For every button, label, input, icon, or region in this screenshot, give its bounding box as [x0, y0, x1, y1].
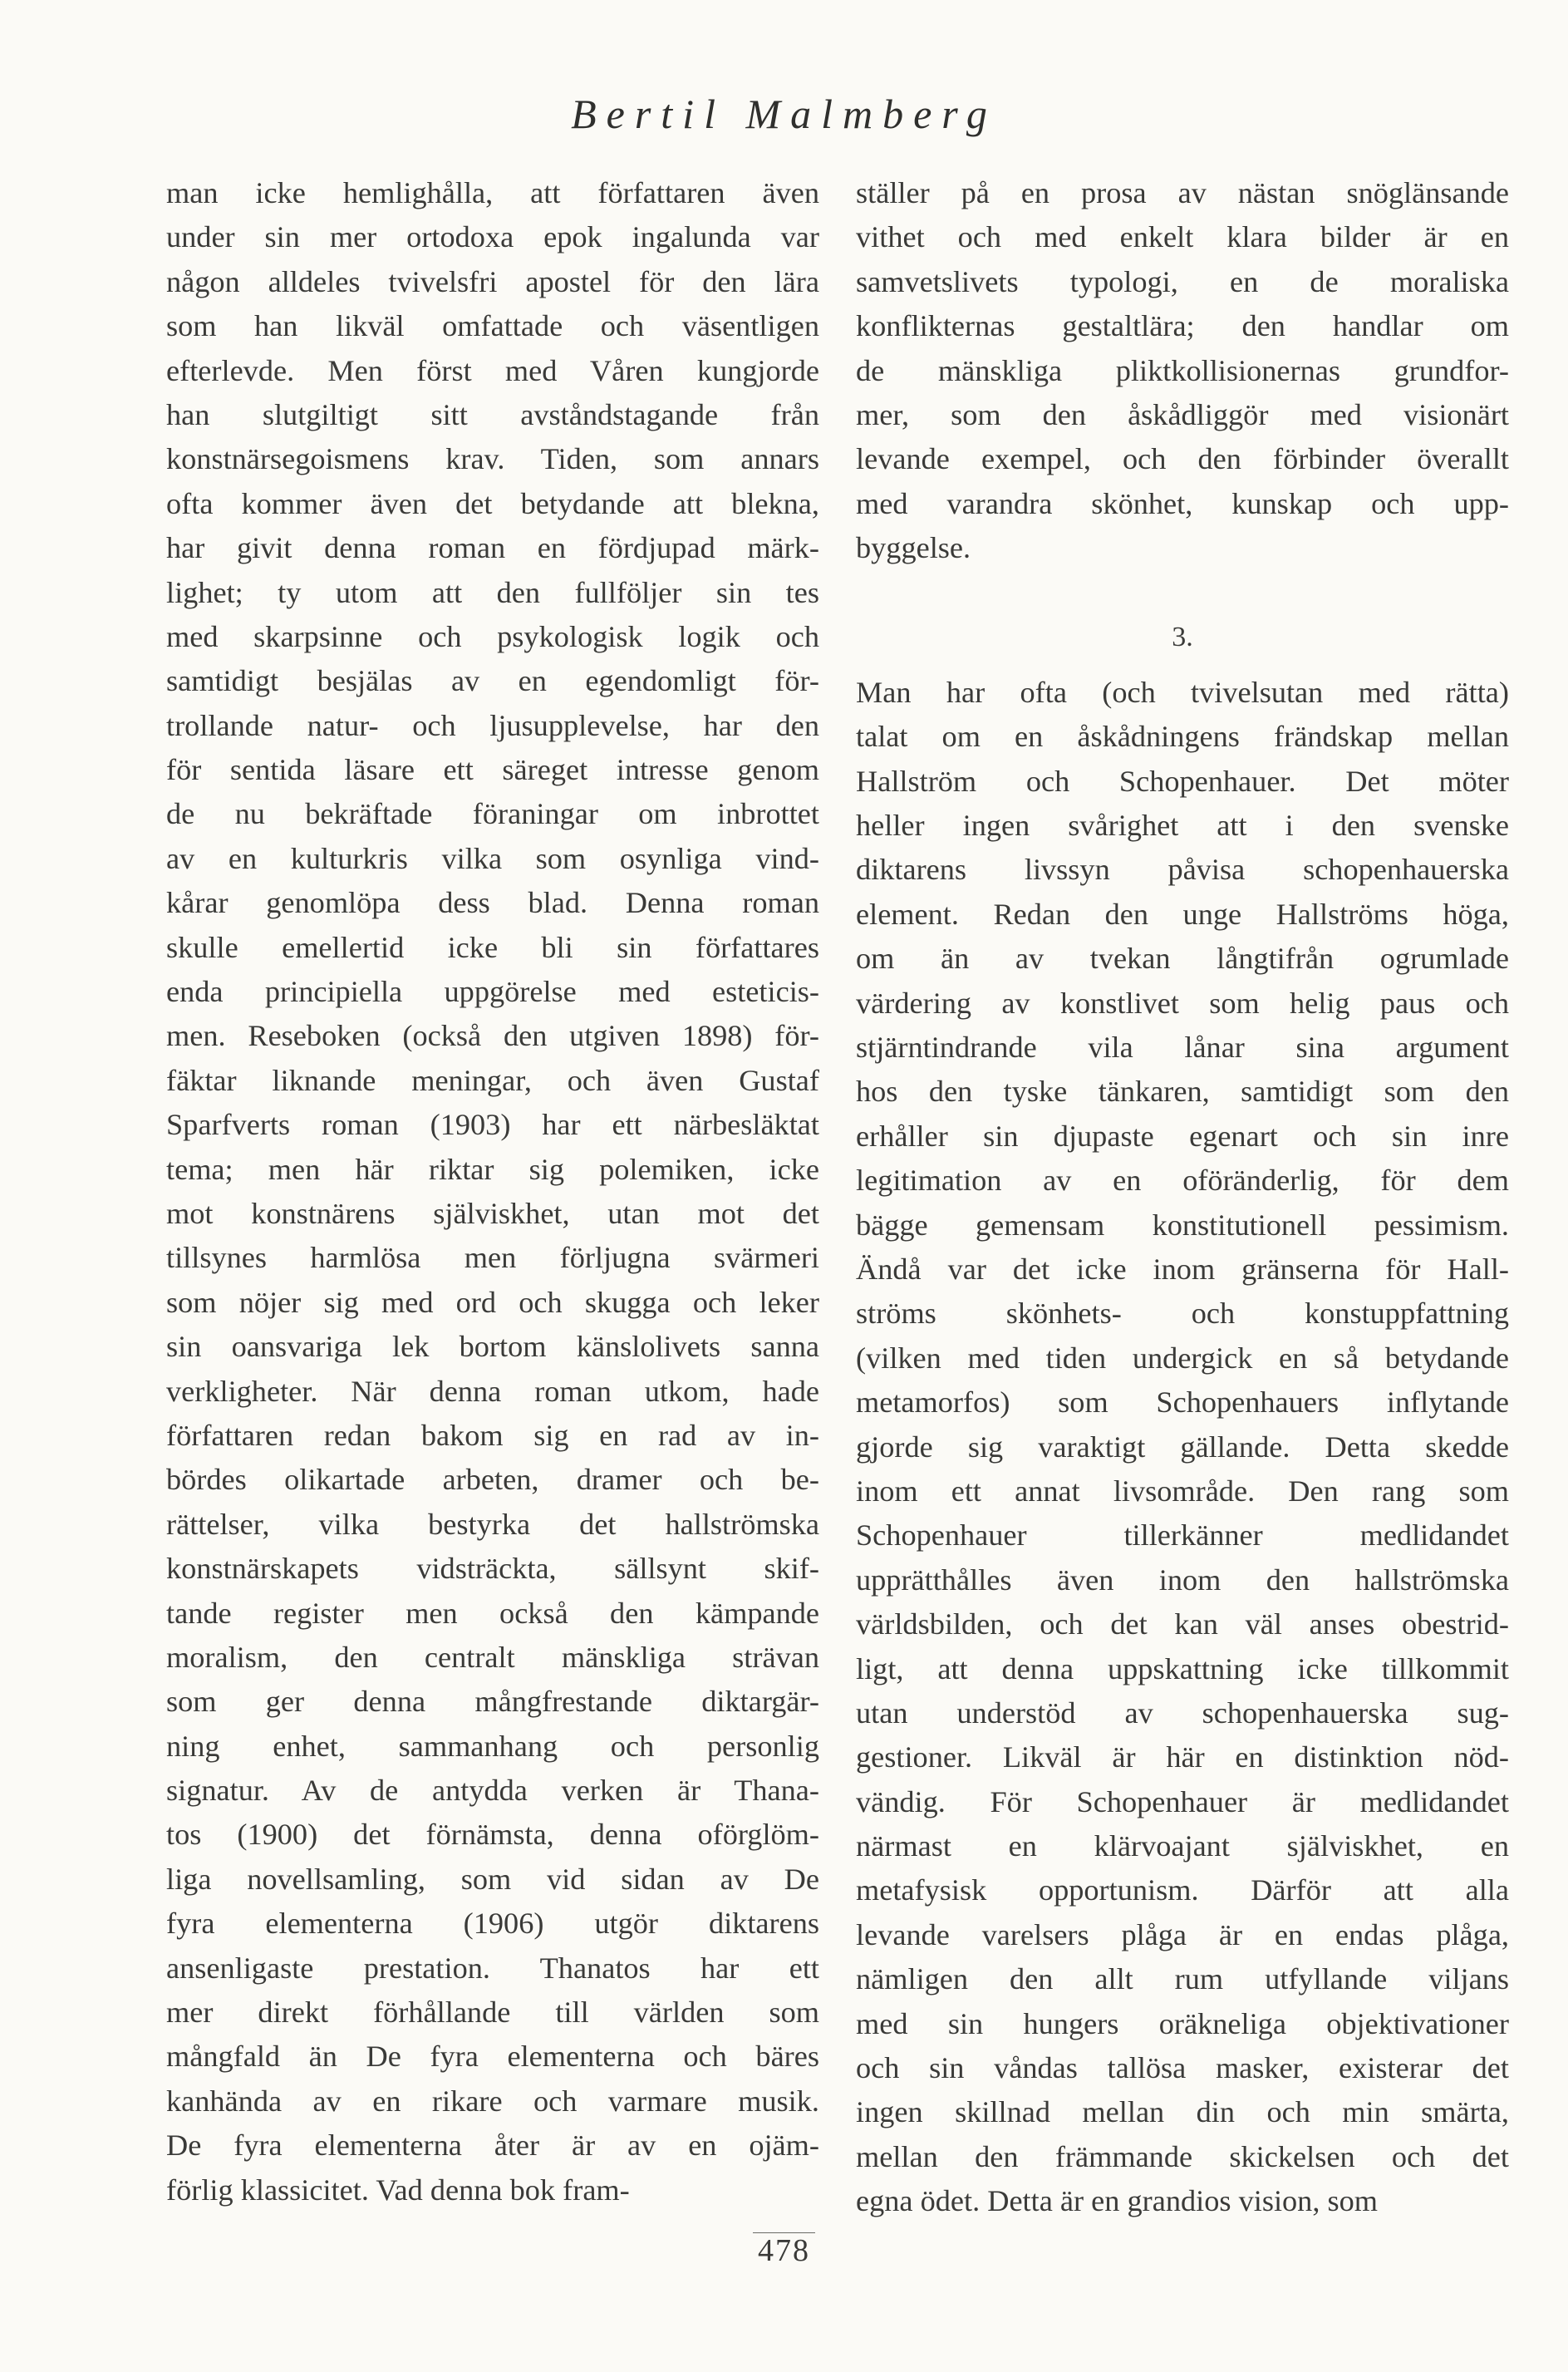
text-line: lighet; ty utom att den fullföljer sin tes	[166, 575, 819, 609]
text-line: inom ett annat livsområde. Den rang som	[856, 1474, 1509, 1508]
text-line: de mänskliga pliktkollisionernas grundfor-	[856, 353, 1509, 387]
text-line: om än av tvekan långtifrån ogrumlade	[856, 942, 1509, 976]
text-line: (vilken med tiden undergick en så betydande	[856, 1341, 1509, 1375]
right-column-paragraph-section-3	[856, 671, 1509, 2224]
text-line: han slutgiltigt sitt avståndstagande från	[166, 397, 819, 431]
text-line: fäktar liknande meningar, och även Gustaf	[166, 1063, 819, 1097]
text-line: tillsynes harmlösa men förljugna svärmeri	[166, 1241, 819, 1275]
left-column	[166, 171, 819, 2212]
text-line: de nu bekräftade föraningar om inbrottet	[166, 797, 819, 831]
text-line: mellan den främmande skickelsen och det	[856, 2139, 1509, 2173]
text-line: men. Reseboken (också den utgiven 1898) för-	[166, 1019, 819, 1053]
text-line: ingen skillnad mellan din och min smärta,	[856, 2095, 1509, 2129]
text-line: som han likväl omfattade och väsentligen	[166, 309, 819, 343]
text-line: under sin mer ortodoxa epok ingalunda var	[166, 220, 819, 254]
text-line: De fyra elementerna åter är av en ojäm-	[166, 2128, 819, 2163]
text-line: moralism, den centralt mänskliga strävan	[166, 1640, 819, 1674]
right-column	[856, 171, 1509, 2224]
text-line: värdering av konstlivet som helig paus och	[856, 986, 1509, 1020]
text-line: hos den tyske tänkaren, samtidigt som den	[856, 1075, 1509, 1109]
text-line: byggelse.	[856, 531, 971, 565]
text-line: heller ingen svårighet att i den svenske	[856, 809, 1509, 843]
text-line: mångfald än De fyra elementerna och bäres	[166, 2040, 819, 2074]
text-line: metamorfos) som Schopenhauers inflytande	[856, 1385, 1509, 1420]
text-line: gestioner. Likväl är här en distinktion nöd-	[856, 1740, 1509, 1774]
text-line: utan understöd av schopenhauerska sug-	[856, 1695, 1509, 1730]
text-line: erhåller sin djupaste egenart och sin inre	[856, 1119, 1509, 1153]
text-line: någon alldeles tvivelsfri apostel för den lära	[166, 264, 819, 298]
text-line: legitimation av en oföränderlig, för dem	[856, 1164, 1509, 1198]
text-line: diktarens livssyn påvisa schopenhauerska	[856, 853, 1509, 887]
text-line: världsbilden, och det kan väl anses obestrid-	[856, 1607, 1509, 1641]
text-line: konflikternas gestaltlära; den handlar om	[856, 309, 1509, 343]
running-header: Bertil Malmberg	[571, 91, 997, 137]
text-line: stjärntindrande vila lånar sina argument	[856, 1031, 1509, 1065]
text-line: egna ödet. Detta är en grandios vision, som	[856, 2184, 1378, 2218]
text-line: Hallström och Schopenhauer. Det möter	[856, 764, 1509, 798]
text-line: Schopenhauer tillerkänner medlidandet	[856, 1518, 1509, 1553]
text-line: för sentida läsare ett säreget intresse genom	[166, 753, 819, 787]
text-line: närmast en klärvoajant själviskhet, en	[856, 1829, 1509, 1863]
text-line: författaren redan bakom sig en rad av in-	[166, 1418, 819, 1452]
right-column-paragraph-continued	[856, 171, 1509, 571]
text-line: som nöjer sig med ord och skugga och leker	[166, 1285, 819, 1319]
text-line: och sin våndas tallösa masker, existerar det	[856, 2051, 1509, 2085]
text-line: av en kulturkris vilka som osynliga vind-	[166, 841, 819, 875]
text-line: samvetslivets typologi, en de moraliska	[856, 264, 1509, 298]
text-line: sin oansvariga lek bortom känslolivets sanna	[166, 1330, 819, 1364]
page-number	[0, 2232, 1568, 2269]
text-line: element. Redan den unge Hallströms höga,	[856, 897, 1509, 931]
text-line: som ger denna mångfrestande diktargär-	[166, 1685, 819, 1719]
text-line: Sparfverts roman (1903) har ett närbesläktat	[166, 1108, 819, 1142]
text-line: trollande natur- och ljusupplevelse, har den	[166, 708, 819, 742]
text-line: rättelser, vilka bestyrka det hallströmska	[166, 1507, 819, 1541]
page-number-text: 478	[753, 2232, 815, 2268]
text-line: levande exempel, och den förbinder överallt	[856, 442, 1509, 476]
text-line: Man har ofta (och tvivelsutan med rätta)	[856, 675, 1509, 709]
text-line: tande register men också den kämpande	[166, 1596, 819, 1630]
text-line: enda principiella uppgörelse med esteticis-	[166, 975, 819, 1009]
text-line: bägge gemensam konstitutionell pessimism.	[856, 1208, 1509, 1242]
text-line: ströms skönhets- och konstuppfattning	[856, 1297, 1509, 1331]
text-line: konstnärskapets vidsträckta, sällsynt skif-	[166, 1552, 819, 1586]
text-line: konstnärsegoismens krav. Tiden, som annars	[166, 442, 819, 476]
text-line: Ändå var det icke inom gränserna för Hall-	[856, 1252, 1509, 1286]
text-line: kårar genomlöpa dess blad. Denna roman	[166, 886, 819, 920]
text-line: bördes olikartade arbeten, dramer och be-	[166, 1463, 819, 1497]
text-line: mot konstnärens själviskhet, utan mot det	[166, 1196, 819, 1230]
text-line: talat om en åskådningens frändskap mellan	[856, 720, 1509, 754]
text-line: mer, som den åskådliggör med visionärt	[856, 397, 1509, 431]
text-line: skulle emellertid icke bli sin författares	[166, 930, 819, 964]
text-line: ofta kommer även det betydande att blekna,	[166, 486, 819, 520]
text-line: ning enhet, sammanhang och personlig	[166, 1729, 819, 1763]
text-line: vändig. För Schopenhauer är medlidandet	[856, 1784, 1509, 1818]
text-line: mer direkt förhållande till världen som	[166, 1996, 819, 2030]
text-line: med varandra skönhet, kunskap och upp-	[856, 486, 1509, 520]
text-line: har givit denna roman en fördjupad märk-	[166, 531, 819, 565]
section-number: 3.	[1172, 621, 1193, 652]
text-line: verkligheter. När denna roman utkom, hade	[166, 1374, 819, 1408]
text-line: ställer på en prosa av nästan snöglänsande	[856, 176, 1509, 209]
text-line: ansenligaste prestation. Thanatos har ett	[166, 1951, 819, 1985]
text-line: förlig klassicitet. Vad denna bok fram-	[166, 2173, 630, 2207]
text-line: liga novellsamling, som vid sidan av De	[166, 1862, 819, 1896]
text-line: gjorde sig varaktigt gällande. Detta skedde	[856, 1430, 1509, 1464]
text-line: med skarpsinne och psykologisk logik och	[166, 619, 819, 653]
text-line: ligt, att denna uppskattning icke tillkommit	[856, 1651, 1509, 1685]
text-line: nämligen den allt rum utfyllande viljans	[856, 1962, 1509, 1996]
text-line: signatur. Av de antydda verken är Thana-	[166, 1774, 819, 1808]
text-line: man icke hemlighålla, att författaren även	[166, 176, 819, 209]
text-line: tos (1900) det förnämsta, denna oförglöm-	[166, 1818, 819, 1852]
text-line: vithet och med enkelt klara bilder är en	[856, 220, 1509, 254]
text-line: fyra elementerna (1906) utgör diktarens	[166, 1907, 819, 1941]
text-line: levande varelsers plåga är en endas plåga,	[856, 1917, 1509, 1951]
text-line: med sin hungers oräkneliga objektivationer	[856, 2006, 1509, 2040]
text-line: tema; men här riktar sig polemiken, icke	[166, 1152, 819, 1186]
text-line: kanhända av en rikare och varmare musik.	[166, 2084, 819, 2118]
text-line: samtidigt besjälas av en egendomligt för-	[166, 664, 819, 698]
text-line: upprätthålles även inom den hallströmska	[856, 1562, 1509, 1597]
text-line: efterlevde. Men först med Våren kungjorde	[166, 353, 819, 387]
text-line: metafysisk opportunism. Därför att alla	[856, 1873, 1509, 1907]
